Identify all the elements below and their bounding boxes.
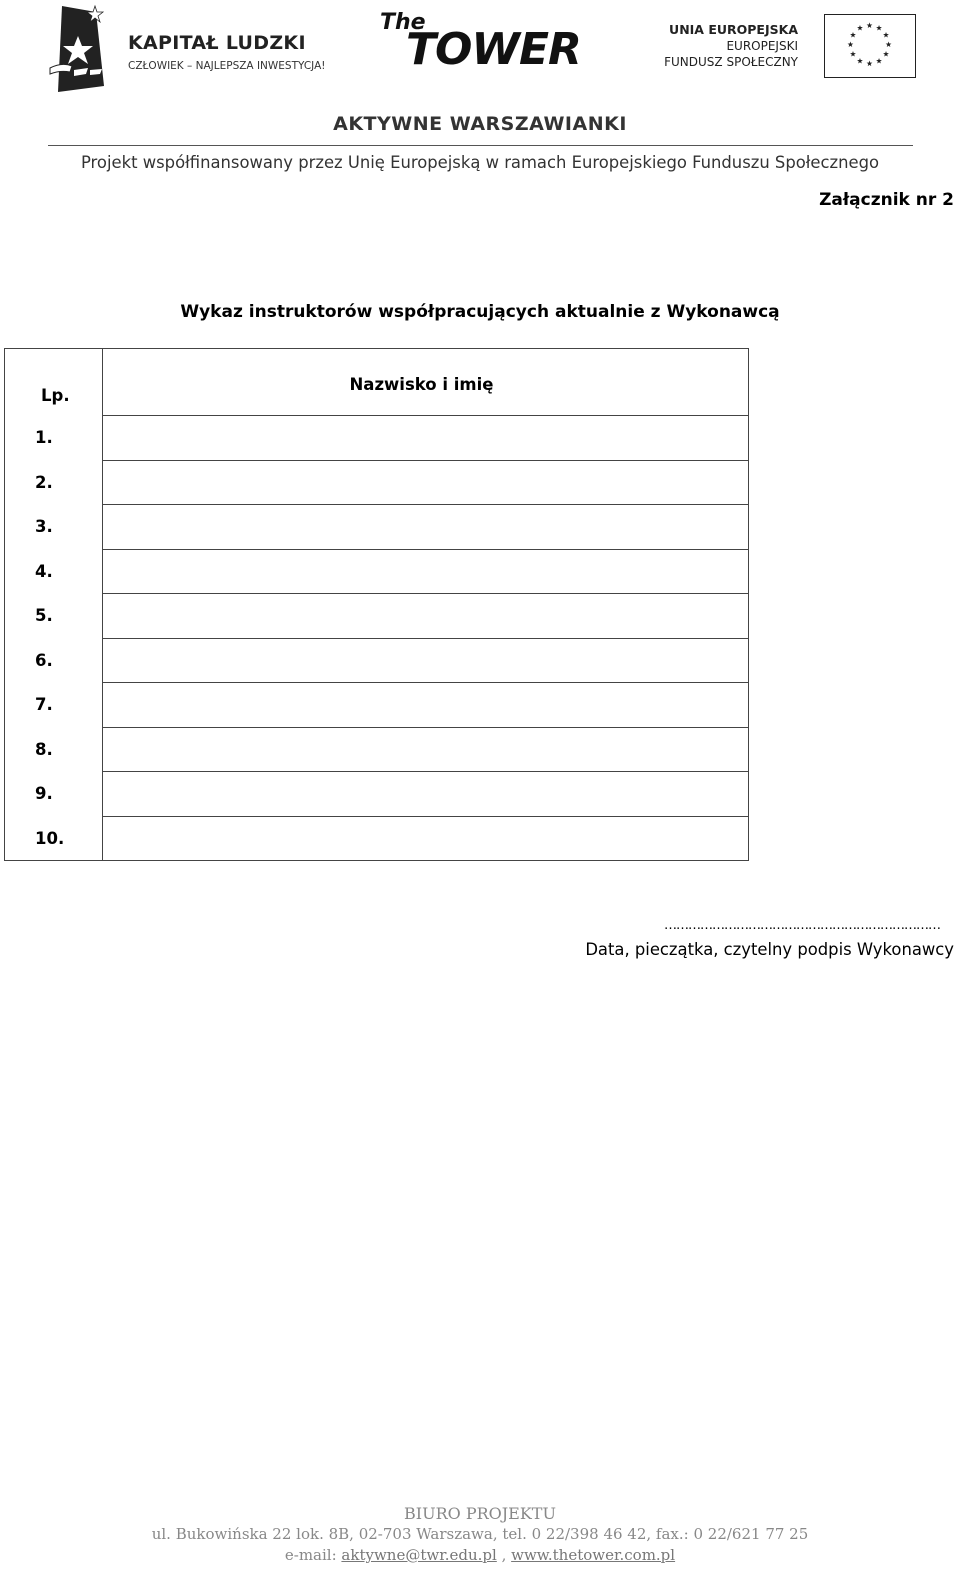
row-number: 1. [5,416,103,461]
table-row [5,416,749,461]
row-name-cell[interactable] [103,594,749,639]
header-divider [48,145,913,146]
footer-email-label: e-mail: [284,1546,342,1564]
header-name [103,349,749,416]
row-name-cell[interactable] [103,772,749,817]
row-number: 7. [5,683,103,728]
kapital-ludzki-title: KAPITAŁ LUDZKI [128,32,306,54]
table-row [5,505,749,550]
row-name-cell[interactable] [103,816,749,861]
table-row [5,772,749,817]
eu-star-icon [886,41,892,47]
footer-office: BIURO PROJEKTU [404,1504,556,1523]
eu-fund-label [578,22,798,70]
kapital-ludzki-emblem-icon [48,2,108,94]
kapital-ludzki-subtitle: CZŁOWIEK – NAJLEPSZA INWESTYCJA! [128,60,326,72]
table-row [5,460,749,505]
eu-line-social-fund: FUNDUSZ SPOŁECZNY [664,55,798,69]
row-number: 5. [5,594,103,639]
eu-star-icon [857,25,863,31]
kapital-ludzki-logo [48,2,348,94]
table-row [5,727,749,772]
header-lp-label: Lp. [41,386,70,405]
row-name-cell[interactable] [103,549,749,594]
table-row [5,816,749,861]
row-name-cell[interactable] [103,505,749,550]
table-header-row [5,349,749,416]
cofinance-note: Projekt współfinansowany przez Unię Europejską w ramach Europejskiego Funduszu Społecznego [80,153,880,172]
eu-flag-icon [824,14,916,78]
the-tower-logo-name: TOWER [406,24,581,75]
row-number: 6. [5,638,103,683]
row-name-cell[interactable] [103,416,749,461]
row-number: 4. [5,549,103,594]
row-number: 8. [5,727,103,772]
eu-star-icon [883,32,889,38]
instructors-table [4,348,749,861]
footer-address: ul. Bukowińska 22 lok. 8B, 02-703 Warszawa, tel. 0 22/398 46 42, fax.: 0 22/621 77 25 [151,1525,809,1543]
table-row [5,594,749,639]
eu-line-european: EUROPEJSKI [726,39,798,53]
footer-website-link[interactable]: www.thetower.com.pl [511,1546,676,1564]
the-tower-logo [378,8,598,78]
row-name-cell[interactable] [103,683,749,728]
eu-star-icon [876,25,882,31]
signature-caption: Data, pieczątka, czytelny podpis Wykonawcy [585,940,954,959]
row-name-cell[interactable] [103,460,749,505]
eu-star-icon [850,32,856,38]
eu-star-icon [876,58,882,64]
footer-contact [0,1545,960,1566]
footer-email-link[interactable]: aktywne@twr.edu.pl [341,1546,497,1564]
eu-star-icon [867,61,873,67]
the-tower-logo-the: The [380,10,426,35]
row-name-cell[interactable] [103,638,749,683]
eu-star-icon [848,41,854,47]
table-body [5,416,749,861]
eu-star-icon [867,22,873,28]
document-title: Wykaz instruktorów współpracujących aktualnie z Wykonawcą [180,302,780,322]
row-number: 3. [5,505,103,550]
header-name-label: Nazwisko i imię [349,375,494,394]
row-number: 9. [5,772,103,817]
row-number: 2. [5,460,103,505]
table-row [5,638,749,683]
table-row [5,549,749,594]
header-lp [5,349,103,416]
signature-line: …………………………………………………………… [664,918,940,933]
eu-star-icon [883,51,889,57]
project-name: AKTYWNE WARSZAWIANKI [333,113,627,135]
annex-label: Załącznik nr 2 [819,190,954,210]
table-row [5,683,749,728]
row-number: 10. [5,816,103,861]
row-name-cell[interactable] [103,727,749,772]
eu-star-icon [850,51,856,57]
instructors-table-wrapper [4,348,749,861]
footer-separator: , [496,1546,512,1564]
eu-line-union: UNIA EUROPEJSKA [669,22,798,37]
eu-star-icon [857,58,863,64]
footer [0,1503,960,1566]
